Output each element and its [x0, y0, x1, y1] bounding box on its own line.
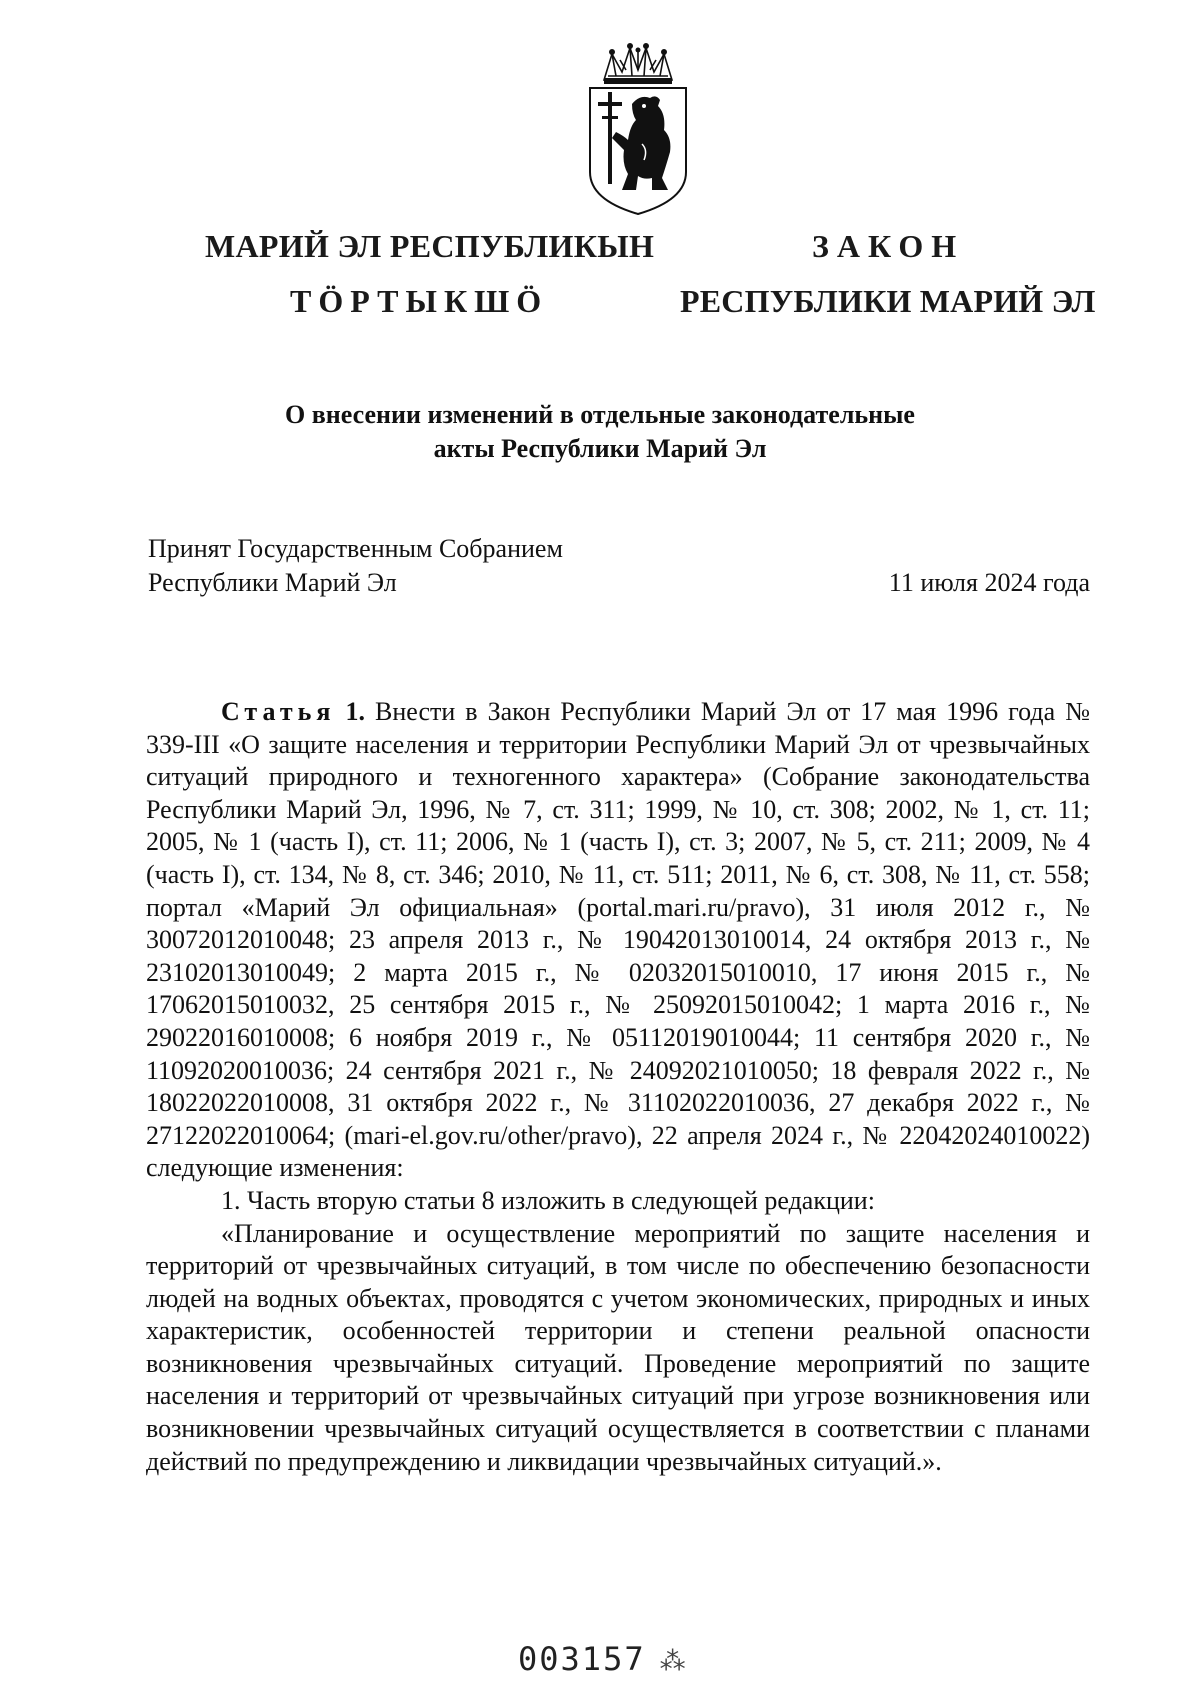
coat-of-arms: [582, 40, 694, 218]
header-republic-mari-el: РЕСПУБЛИКИ МАРИЙ ЭЛ: [680, 283, 1096, 319]
adopted-by: [148, 532, 563, 600]
coat-of-arms-bear-icon: [582, 40, 694, 218]
asterisk-stamp-icon: ⁂: [659, 1647, 686, 1677]
article-number: 1.: [345, 697, 365, 726]
law-title-line1: О внесении изменений в отдельные законодательные: [285, 400, 915, 429]
adopted-line2: Республики Марий Эл: [148, 568, 397, 597]
article-1-paragraph: [146, 696, 1090, 1185]
serial-number: 003157: [518, 1640, 646, 1678]
header-law: ЗАКОН: [812, 228, 965, 264]
header-mari-republic: МАРИЙ ЭЛ РЕСПУБЛИКЫН: [205, 228, 655, 264]
article-1-text: Внести в Закон Республики Марий Эл от 17 мая 1996 года № 339-III «О защите населения и территории Республики Марий Эл от чрезвычайных ситуаций природного и техногенного характера» (Собрание законодательства Республики Марий Эл, 1996, № 7, ст. 311; 1999, № 10, ст. 308; 2002, № 1, ст. 11; 2005, № 1 (часть I), ст. 11; 2006, № 1 (часть I), ст. 3; 2007, № 5, ст. 211; 2009, № 4 (часть I), ст. 134, № 8, ст. 346; 2010, № 11, ст. 511; 2011, № 6, ст. 308, № 11, ст. 558; портал «Марий Эл официальная» (portal.mari.ru/pravo), 31 июля 2012 г., № 30072012010048; 23 апреля 2013 г., № 19042013010014, 24 октября 2013 г., № 23102013010049; 2 марта 2015 г., № 02032015010010, 17 июня 2015 г., № 17062015010032, 25 сентября 2015 г., № 25092015010042; 1 марта 2016 г., № 29022016010008; 6 ноября 2019 г., № 05112019010044; 11 сентября 2020 г., № 11092020010036; 24 сентября 2021 г., № 24092021010050; 18 февраля 2022 г., № 18022022010008, 31 октября 2022 г., № 31102022010036, 27 декабря 2022 г., № 27122022010064; (mari-el.gov.ru/other/pravo), 22 апреля 2024 г., № 22042024010022) следующие изменения:: [146, 697, 1090, 1183]
law-title-line2: акты Республики Марий Эл: [433, 434, 767, 463]
header-mari-law: ТӦРТЫКШӦ: [290, 283, 549, 319]
adopted-line1: Принят Государственным Собранием: [148, 534, 563, 563]
law-body: [146, 696, 1090, 1478]
document-serial: [518, 1640, 686, 1678]
law-title: [0, 398, 1200, 466]
article-label: Статья: [221, 697, 336, 726]
adopted-date: 11 июля 2024 года: [888, 568, 1090, 597]
article-1-quote: «Планирование и осуществление мероприятий по защите населения и территорий от чрезвычайных ситуаций, в том числе по обеспечению безопасности людей на водных объектах, проводятся с учетом экономических, природных и иных характеристик, особенностей территории и степени реальной опасности возникновения чрезвычайных ситуаций. Проведение мероприятий по защите населения и территорий от чрезвычайных ситуаций при угрозе возникновения или возникновении чрезвычайных ситуаций осуществляется в соответствии с планами действий по предупреждению и ликвидации чрезвычайных ситуаций.».: [146, 1218, 1090, 1476]
article-1-item-1: 1. Часть вторую статьи 8 изложить в следующей редакции:: [221, 1185, 875, 1215]
